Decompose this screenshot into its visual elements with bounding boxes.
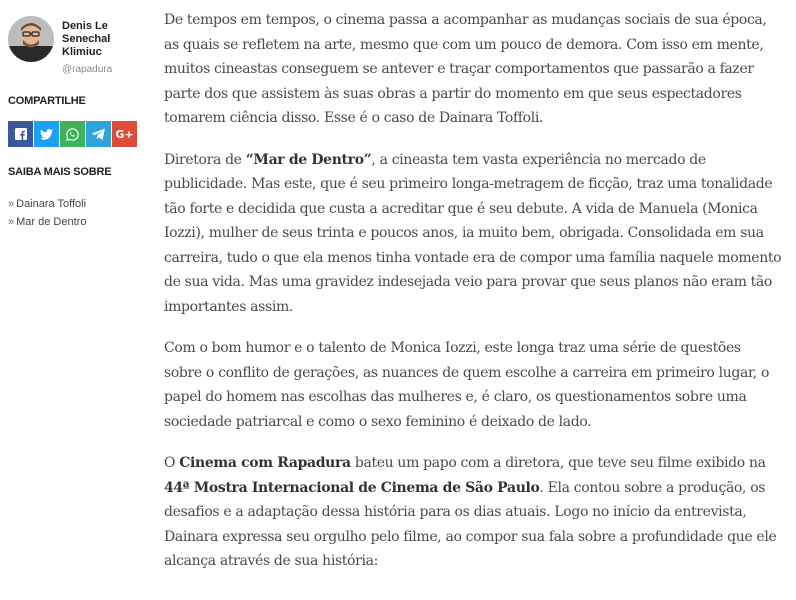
share-facebook-button[interactable] [8, 121, 33, 147]
text-span: . Ela contou sobre a produção, os desafios e a adaptação dessa história para os dias atuais. Logo no início da entrevista, Dainara expressa seu orgulho pelo filme, ao compor sua fala sobre a profundidade que ele alcança através de sua história: [164, 479, 777, 569]
tag-link-mar-de-dentro[interactable]: Mar de Dentro [16, 216, 87, 228]
article-paragraph-2 [164, 148, 782, 320]
share-twitter-button[interactable] [34, 121, 59, 147]
bullet-icon: » [8, 216, 15, 228]
author-name[interactable]: Denis Le Senechal Klimiuc [62, 20, 111, 58]
article-body [164, 8, 782, 591]
share-whatsapp-button[interactable] [60, 121, 85, 147]
share-google-plus-button[interactable] [112, 121, 137, 147]
text-span: bateu um papo com a diretora, que teve seu filme exibido na [350, 455, 766, 471]
author-box [8, 16, 148, 78]
share-telegram-button[interactable] [86, 121, 111, 147]
share-buttons [8, 121, 137, 147]
whatsapp-icon [66, 128, 79, 141]
festival-name: 44ª Mostra Internacional de Cinema de São Paulo [164, 479, 540, 496]
text-span: Diretora de [164, 151, 246, 168]
text-span: , a cineasta tem vasta experiência no mercado de publicidade. Mas este, que é seu primeiro longa-metragem de ficção, traz uma tonalidade tão forte e decidida que custa a acreditar que é seu debute. A vida de Manuela (Monica Iozzi), mulher de seus trinta e poucos anos, ia muito bem, obrigada. Consolidada em sua carreira, tudo o que ela menos tinha vontade era de compor uma família naquele momento de sua vida. Mas uma gravidez indesejada veio para provar que seus planos não eram tão importantes assim. [164, 151, 782, 315]
sidebar [0, 0, 150, 600]
facebook-icon [15, 128, 27, 140]
article-paragraph-3: Com o bom humor e o talento de Monica Iozzi, este longa traz uma série de questões sobre o conflito de gerações, as nuances de quem escolhe a carreira em primeiro lugar, o papel do homem nas escolhas das mulheres e, é claro, os questionamentos sobre uma sociedade patriarcal e como o sexo feminino é deixado de lado. [164, 340, 770, 430]
twitter-icon [40, 129, 53, 140]
more-title: SAIBA MAIS SOBRE [8, 166, 112, 178]
tag-link-dainara-toffoli[interactable]: Dainara Toffoli [16, 198, 87, 210]
film-title: “Mar de Dentro” [245, 151, 372, 168]
article-paragraph-1: De tempos em tempos, o cinema passa a acompanhar as mudanças sociais de sua época, as quais se refletem na arte, mesmo que com um pouco de demora. Com isso em mente, muitos cineastas conseguem se antever e traçar comportamentos que passarão a fazer parte dos que assistem às suas obras a partir do momento em que seus espectadores tomarem ciência disso. Esse é o caso de Dainara Toffoli. [164, 12, 767, 126]
avatar[interactable] [8, 16, 54, 62]
list-item [8, 213, 86, 231]
author-handle: @rapadura [62, 64, 113, 75]
author-photo [8, 16, 54, 62]
site-name: Cinema com Rapadura [179, 455, 351, 471]
telegram-icon [92, 128, 105, 140]
article-paragraph-4 [164, 451, 782, 574]
text-span: O [164, 455, 180, 471]
google-plus-icon: G+ [115, 127, 134, 141]
more-list [8, 195, 86, 231]
list-item [8, 195, 86, 213]
share-title: COMPARTILHE [8, 95, 86, 107]
bullet-icon: » [8, 198, 15, 210]
